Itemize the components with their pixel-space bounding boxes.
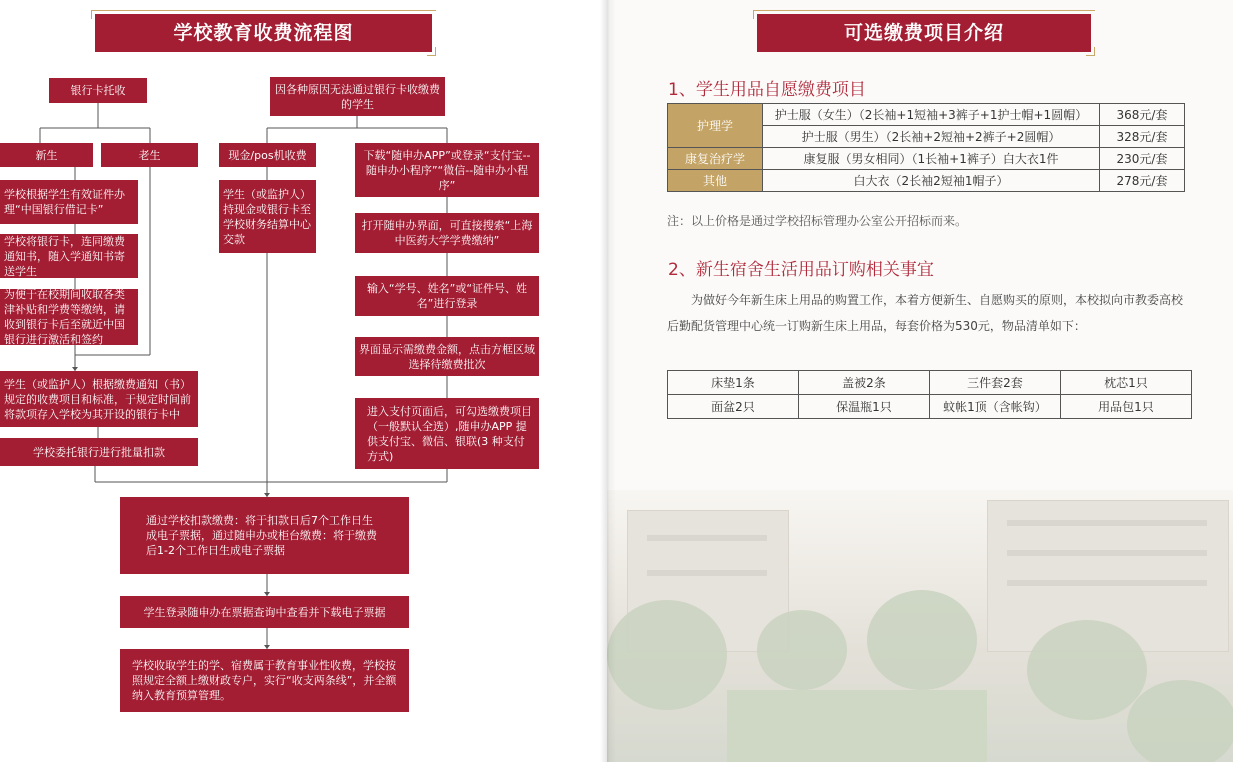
- item-cell: 用品包1只: [1061, 395, 1192, 419]
- flow-box-other-reason: [270, 77, 445, 116]
- price-note: 注：以上价格是通过学校招标管理办公室公开招标而来。: [667, 214, 968, 228]
- flow-text: 打开随申办界面，可直接搜索“上海中医药大学学费缴纳”: [361, 219, 533, 247]
- flow-text: 银行卡托收: [70, 84, 126, 97]
- window-row: [647, 570, 767, 576]
- right-page: [607, 0, 1233, 762]
- flow-box-app-step4: [355, 398, 539, 469]
- flow-text: 进入支付页面后，可勾选缴费项目（一般默认全选）,随申办APP 提供支付宝、微信、银联(3 种支付方式): [367, 404, 532, 463]
- lawn-image: [727, 690, 987, 762]
- flow-box-app-step3: [355, 337, 539, 376]
- flow-box-new-step1: [0, 180, 138, 224]
- section1-heading: 1、学生用品自愿缴费项目: [668, 80, 866, 100]
- flow-text: 输入“学号、姓名”或“证件号、姓名”进行登录: [366, 282, 528, 310]
- item-cell: 护士服（女生）（2长袖+1短袖+3裤子+1护士帽+1圆帽）: [763, 104, 1100, 126]
- window-row: [647, 535, 767, 541]
- item-cell: 盖被2条: [799, 371, 930, 395]
- tree-image: [757, 610, 847, 690]
- flow-box-batch-debit: [0, 438, 198, 466]
- item-cell: 白大衣（2长袖2短袖1帽子）: [763, 170, 1100, 192]
- bedding-items-table: [667, 370, 1192, 419]
- flow-text: 新生: [35, 148, 58, 162]
- item-cell: 枕芯1只: [1061, 371, 1192, 395]
- flow-box-old-student: [101, 143, 198, 167]
- flow-text: 下载“随申办APP”或登录“支付宝--随申办小程序”“微信--随申办小程序”: [363, 148, 531, 192]
- flow-box-deposit: [0, 371, 198, 427]
- flow-text: 现金/pos机收费: [228, 148, 307, 162]
- flow-text: 学校收取学生的学、宿费属于教育事业性收费，学校按照规定全额上缴财政专户，实行“收支两条线”，并全额纳入教育预算管理。: [132, 659, 397, 702]
- item-cell: 面盆2只: [668, 395, 799, 419]
- flow-box-app-download: [355, 143, 539, 197]
- flowchart-title: 学校教育收费流程图: [173, 22, 354, 44]
- flow-box-new-step2: [0, 234, 138, 278]
- flow-text: 老生: [138, 148, 161, 162]
- fee-items-title: 可选缴费项目介绍: [843, 22, 1004, 44]
- flow-text: 学生（或监护人）根据缴费通知（书）规定的收费项目和标准，于规定时间前将款项存入学校为其开设的银行卡中: [4, 377, 191, 421]
- tree-image: [607, 600, 727, 710]
- table-row: [668, 148, 1185, 170]
- tree-image: [1127, 680, 1233, 762]
- flow-text: 界面显示需缴费金额，点击方框区域选择待缴费批次: [359, 342, 535, 371]
- price-cell: 328元/套: [1100, 126, 1185, 148]
- item-cell: 床垫1条: [668, 371, 799, 395]
- flow-box-final: [120, 649, 409, 712]
- flow-text: 通过学校扣款缴费：将于扣款日后7个工作日生成电子票据，通过随申办或柜台缴费：将于缴费后1-2个工作日生成电子票据: [146, 514, 377, 557]
- item-cell: 保温瓶1只: [799, 395, 930, 419]
- flow-box-cash-step: [219, 180, 316, 253]
- flow-text: 学校将银行卡，连同缴费通知书，随入学通知书寄送学生: [4, 234, 125, 278]
- category-cell: 康复治疗学: [668, 148, 763, 170]
- price-cell: 278元/套: [1100, 170, 1185, 192]
- window-row: [1007, 550, 1207, 556]
- bedding-paragraph: 为做好今年新生床上用品的购置工作，本着方便新生、自愿购买的原则，本校拟向市教委高校后勤配货管理中心统一订购新生床上用品，每套价格为530元，物品清单如下：: [667, 293, 1184, 333]
- item-cell: 三件套2套: [930, 371, 1061, 395]
- flow-box-invoice: [120, 497, 409, 574]
- tree-image: [867, 590, 977, 690]
- flow-text: 学校委托银行进行批量扣款: [33, 445, 165, 459]
- flow-box-app-step2: [355, 276, 539, 316]
- flow-box-download-invoice: [120, 596, 409, 628]
- window-row: [1007, 520, 1207, 526]
- price-cell: 230元/套: [1100, 148, 1185, 170]
- tree-image: [1027, 620, 1147, 720]
- banner-rule: [753, 10, 1095, 11]
- table-row: [668, 395, 1192, 419]
- flow-box-app-step1: [355, 213, 539, 253]
- item-cell: 蚊帐1顶（含帐钩）: [930, 395, 1061, 419]
- table-row: [668, 170, 1185, 192]
- flow-text: 因各种原因无法通过银行卡收缴费的学生: [275, 82, 440, 111]
- left-page: [0, 0, 607, 762]
- flow-box-new-student: [0, 143, 93, 167]
- flow-box-bank-card: [49, 78, 147, 103]
- section2-heading: 2、新生宿舍生活用品订购相关事宜: [668, 260, 934, 280]
- price-cell: 368元/套: [1100, 104, 1185, 126]
- table-row: [668, 371, 1192, 395]
- campus-photo-background: [607, 490, 1233, 762]
- flow-text: 学生（或监护人）持现金或银行卡至学校财务结算中心交款: [223, 187, 311, 246]
- table-row: [668, 104, 1185, 126]
- flow-box-cash-pos: [219, 143, 316, 167]
- fee-table: [667, 103, 1185, 192]
- book-spine-shadow: [600, 0, 616, 762]
- category-cell: 护理学: [668, 104, 763, 148]
- flow-box-new-step3: [0, 289, 138, 345]
- category-cell: 其他: [668, 170, 763, 192]
- flow-text: 学校根据学生有效证件办理“中国银行借记卡”: [4, 188, 125, 216]
- fee-items-title-banner: [757, 14, 1091, 52]
- flow-text: 为便于在校期间收取各类津补贴和学费等缴纳，请收到银行卡后至就近中国银行进行激活和签约: [4, 288, 125, 346]
- item-cell: 康复服（男女相同）（1长袖+1裤子）白大衣1件: [763, 148, 1100, 170]
- window-row: [1007, 580, 1207, 586]
- flow-text: 学生登录随申办在票据查询中查看并下载电子票据: [143, 605, 386, 619]
- item-cell: 护士服（男生）（2长袖+2短袖+2裤子+2圆帽）: [763, 126, 1100, 148]
